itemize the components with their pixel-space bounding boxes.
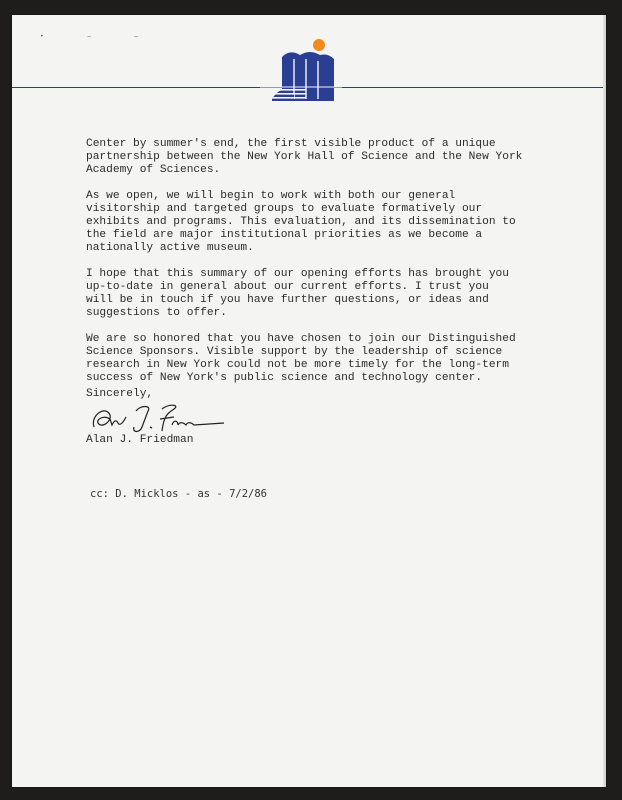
paragraph: I hope that this summary of our opening efforts has brought you up-to-date in general about our current efforts. I trust you will be in touch if you have further questions, or ideas and suggestions to offer.: [86, 268, 509, 319]
nysci-logo-icon: [260, 37, 342, 103]
paragraph: We are so honored that you have chosen to join our Distinguished Science Sponsors. Visible support by the leadership of science research in New York could not be more timely for the long-term success of New York's public science and technology center.: [86, 333, 516, 384]
letter-body: [86, 138, 556, 398]
paragraph: As we open, we will begin to work with both our general visitorship and targeted groups to evaluate formatively our exhibits and programs. This evaluation, and its dissemination to the field are major institutional priorities as we become a nationally active museum.: [86, 190, 516, 254]
letter-page: [12, 15, 606, 787]
signature: [88, 401, 228, 437]
paragraph: Center by summer's end, the first visible product of a unique partnership between the New York Hall of Science and the New York Academy of Sciences.: [86, 138, 523, 176]
signer-name: Alan J. Friedman: [86, 434, 194, 446]
closing: Sincerely,: [86, 388, 154, 400]
cc-line: cc: D. Micklos - as - 7/2/86: [90, 488, 268, 500]
top-marks: • — —: [40, 33, 159, 40]
